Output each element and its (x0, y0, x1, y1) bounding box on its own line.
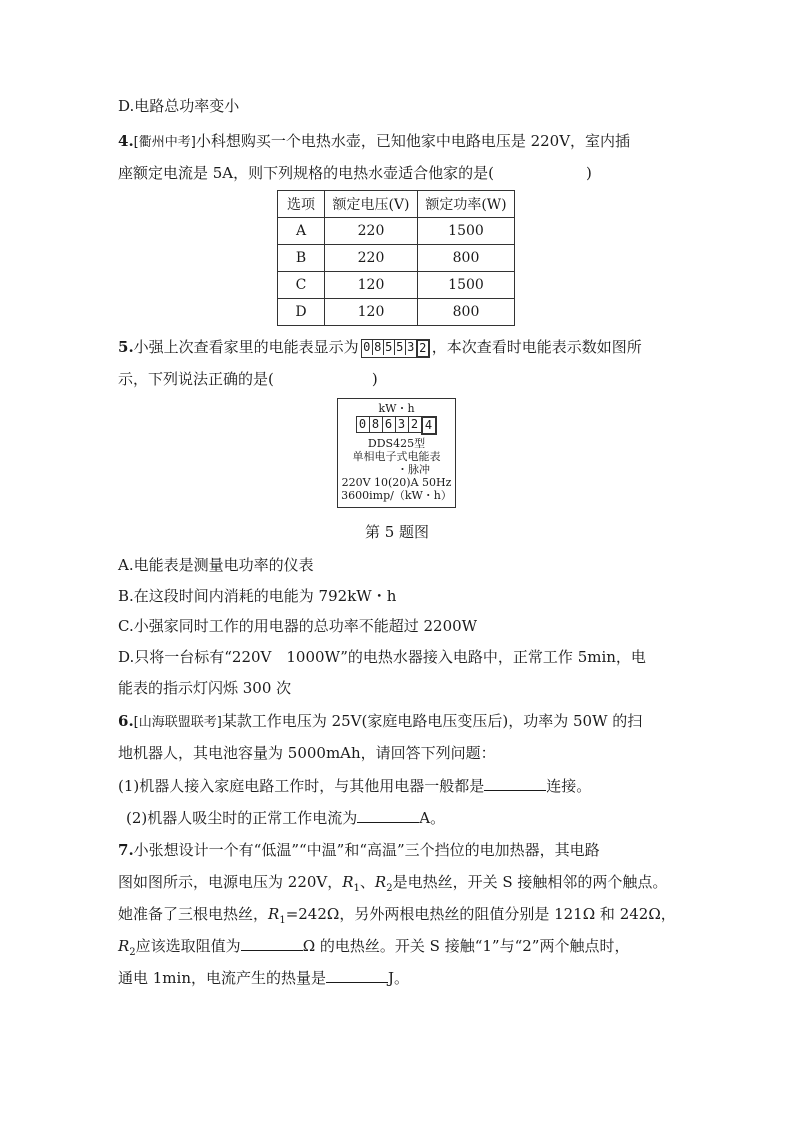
table-cell: D (278, 299, 325, 326)
question-source-tag: [衢州中考] (133, 135, 196, 150)
table-row (278, 245, 515, 272)
question-text: (2)机器人吸尘时的正常工作电流为 (126, 809, 358, 827)
question-4-line-2 (118, 163, 592, 183)
question-text: 通电 1min，电流产生的热量是 (118, 969, 326, 987)
figure-caption: 第 5 题图 (364, 523, 430, 541)
answer-blank[interactable] (357, 808, 419, 823)
table-row (278, 272, 515, 299)
meter-pulse: ・脉冲 (397, 463, 430, 476)
digit-box: 0 (362, 340, 373, 355)
subscript: 2 (129, 947, 136, 958)
digit-box: 5 (384, 340, 395, 355)
question-number: 4 (118, 132, 129, 150)
digit-box: 8 (369, 416, 383, 433)
question-text: 图如图所示，电源电压为 220V， (118, 873, 343, 891)
digit-box: 3 (406, 340, 417, 355)
question-text: 示，下列说法正确的是( (118, 370, 274, 388)
table-cell: 120 (325, 299, 418, 326)
table-row (278, 218, 515, 245)
question-number: 5 (118, 338, 129, 356)
question-text: 是电热丝，开关 S 接触相邻的两个触点。 (392, 873, 668, 891)
question-text: 她准备了三根电热丝， (118, 905, 269, 923)
digit-box: 5 (395, 340, 406, 355)
table-cell: A (278, 218, 325, 245)
subscript: 2 (386, 883, 393, 894)
answer-blank[interactable] (326, 968, 388, 983)
question-text: 小强上次查看家里的电能表显示为 (133, 338, 359, 356)
digit-box: 2 (417, 340, 429, 357)
option-b: B.在这段时间内消耗的电能为 792kW・h (118, 587, 397, 605)
table-header: 选项 (278, 191, 325, 218)
energy-meter-figure (337, 398, 456, 508)
answer-paren-close: ) (371, 370, 378, 388)
spec-table (277, 190, 515, 326)
table-cell: 220 (325, 245, 418, 272)
question-7-line-2 (118, 872, 667, 899)
table-cell: B (278, 245, 325, 272)
symbol-r: R (118, 937, 130, 955)
option-c: C.小强家同时工作的用电器的总功率不能超过 2200W (118, 617, 478, 635)
question-text: =242Ω，另外两根电热丝的阻值分别是 121Ω 和 242Ω， (285, 905, 676, 923)
subscript: 1 (279, 915, 286, 926)
meter-constant: 3600imp/（kW・h） (341, 489, 452, 502)
table-header: 额定电压(V) (325, 191, 418, 218)
table-cell: 220 (325, 218, 418, 245)
table-header: 额定功率(W) (418, 191, 515, 218)
symbol-r: R (342, 873, 354, 891)
question-5-line-1: 5.小强上次查看家里的电能表显示为 0 8 5 5 3 2 ，本次查看时电能表示数如图所 (118, 338, 642, 356)
question-source-tag: [山海联盟联考] (133, 715, 222, 730)
q3-option-d: D.电路总功率变小 (118, 97, 240, 115)
table-cell: 1500 (418, 272, 515, 299)
question-text: 应该选取阻值为 (135, 937, 241, 955)
question-6-line-1: 6.[山海联盟联考]某款工作电压为 25V(家庭电路电压变压后)，功率为 50W 的扫 (118, 712, 643, 730)
question-text: 小张想设计一个有“低温”“中温”和“高温”三个挡位的电加热器，其电路 (133, 841, 600, 859)
table-cell: 800 (418, 299, 515, 326)
option-d: D.只将一台标有“220V 1000W”的电热水器接入电路中，正常工作 5min，电 (118, 648, 646, 666)
meter-unit: kW・h (378, 402, 415, 415)
question-text: A。 (419, 809, 446, 827)
meter-reading (357, 416, 437, 435)
table-cell: C (278, 272, 325, 299)
question-text: (1)机器人接入家庭电路工作时，与其他用电器一般都是 (118, 777, 485, 795)
question-7-line-5 (118, 968, 409, 988)
digit-box: 0 (356, 416, 370, 433)
question-text: 连接。 (546, 777, 592, 795)
table-cell: 1500 (418, 218, 515, 245)
subscript: 1 (353, 883, 360, 894)
question-6-part-2 (126, 808, 445, 828)
digit-box: 4 (421, 416, 437, 435)
question-number: 6 (118, 712, 129, 730)
digit-box: 3 (395, 416, 409, 433)
question-text: 某款工作电压为 25V(家庭电路电压变压后)，功率为 50W 的扫 (221, 712, 643, 730)
question-text: Ω 的电热丝。开关 S 接触“1”与“2”两个触点时， (302, 937, 630, 955)
table-cell: 120 (325, 272, 418, 299)
option-d-continued: 能表的指示灯闪烁 300 次 (118, 679, 292, 697)
question-6-line-2: 地机器人，其电池容量为 5000mAh，请回答下列问题： (118, 744, 496, 762)
question-text: 小科想购买一个电热水壶，已知他家中电路电压是 220V，室内插 (195, 132, 631, 150)
previous-meter-reading (361, 339, 430, 358)
question-number: 7 (118, 841, 129, 859)
answer-blank[interactable] (241, 936, 303, 951)
answer-blank[interactable] (484, 776, 546, 791)
table-header-row (278, 191, 515, 218)
meter-name: 单相电子式电能表 (352, 450, 441, 463)
question-7-line-4 (118, 936, 629, 963)
question-text: 座额定电流是 5A，则下列规格的电热水壶适合他家的是( (118, 164, 494, 182)
question-7-line-1: 7.小张想设计一个有“低温”“中温”和“高温”三个挡位的电加热器，其电路 (118, 841, 600, 859)
question-5-line-2 (118, 369, 378, 389)
meter-model: DDS425型 (367, 437, 426, 450)
digit-box: 2 (408, 416, 422, 433)
question-4-line-1: 4.[衢州中考]小科想购买一个电热水壶，已知他家中电路电压是 220V，室内插 (118, 132, 631, 150)
meter-rating: 220V 10(20)A 50Hz (341, 476, 452, 489)
table-row (278, 299, 515, 326)
table-cell: 800 (418, 245, 515, 272)
question-7-line-3 (118, 904, 676, 931)
symbol-r: R (374, 873, 387, 891)
symbol-r: R (268, 905, 280, 923)
digit-box: 6 (382, 416, 396, 433)
answer-paren-close: ) (586, 164, 592, 182)
question-text: ，本次查看时电能表示数如图所 (431, 338, 642, 356)
digit-box: 8 (373, 340, 384, 355)
question-6-part-1 (118, 776, 591, 796)
separator: 、 (359, 873, 375, 891)
question-text: J。 (388, 969, 410, 987)
option-a: A.电能表是测量电功率的仪表 (118, 556, 314, 574)
